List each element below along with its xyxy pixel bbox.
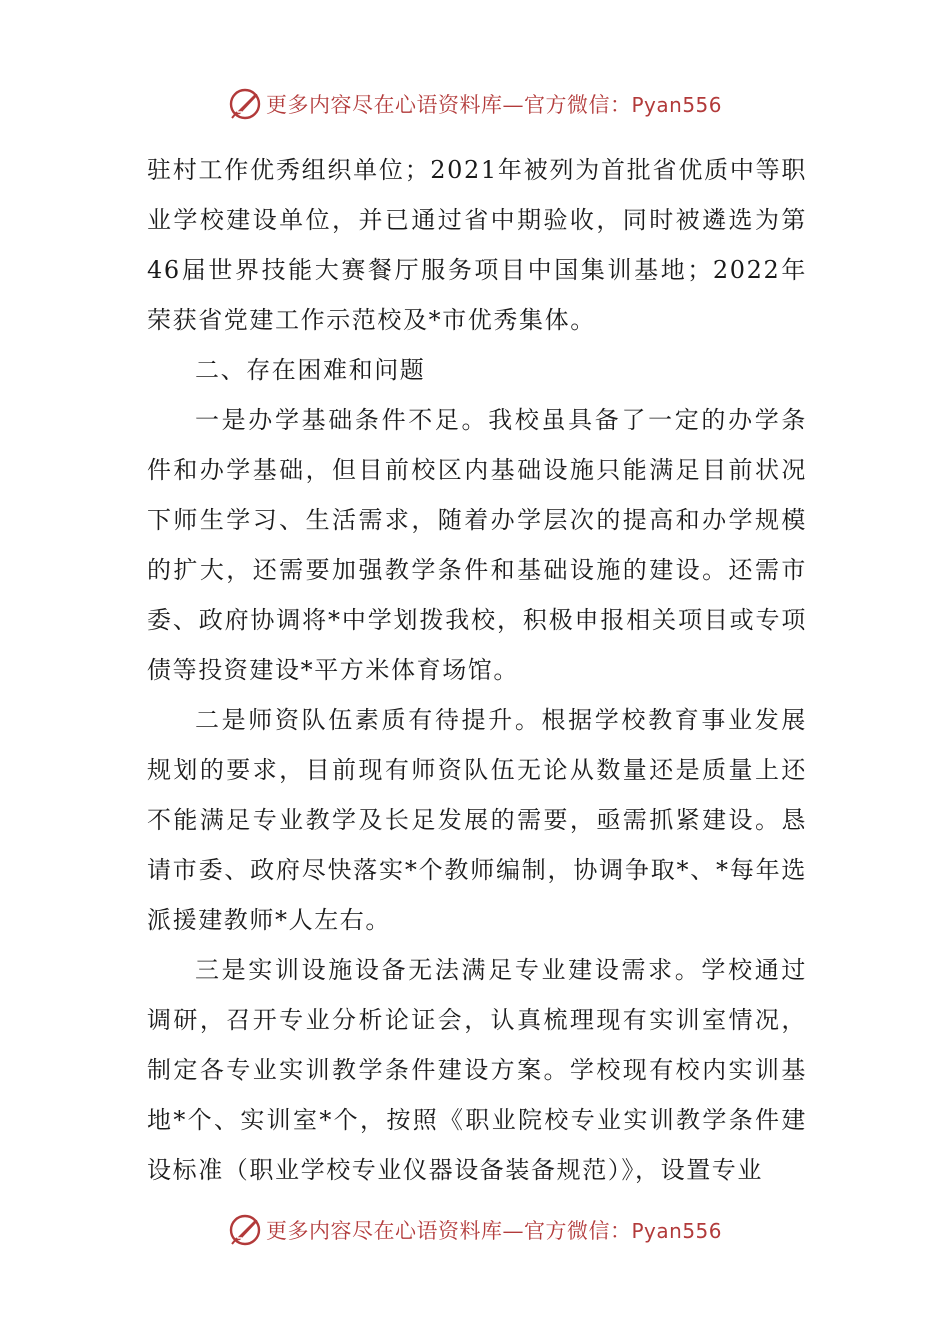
banner-main-text: 更多内容尽在心语资料库—官方微信：: [265, 1219, 632, 1243]
banner-text: [266, 1215, 722, 1245]
document-body: [147, 145, 807, 1195]
paragraph: 二是师资队伍素质有待提升。根据学校教育事业发展规划的要求，目前现有师资队伍无论从数量还是质量上还不能满足专业教学及长足发展的需要，亟需抓紧建设。恳请市委、政府尽快落实*个教师编制，协调争取*、*每年选派援建教师*人左右。: [147, 706, 807, 934]
banner-text: [266, 89, 722, 119]
wechat-id: Pyan556: [631, 1219, 722, 1243]
section-heading: 二、存在困难和问题: [195, 356, 426, 384]
wechat-id: Pyan556: [631, 93, 722, 117]
banner-main-text: 更多内容尽在心语资料库—官方微信：: [265, 93, 632, 117]
paragraph: 三是实训设施设备无法满足专业建设需求。学校通过调研，召开专业分析论证会，认真梳理现有实训室情况，制定各专业实训教学条件建设方案。学校现有校内实训基地*个、实训室*个，按照《职业院校专业实训教学条件建设标准（职业学校专业仪器设备装备规范）》，设置专业: [147, 956, 807, 1184]
paragraph-continuation: 驻村工作优秀组织单位；2021年被列为首批省优质中等职业学校建设单位，并已通过省中期验收，同时被遴选为第46届世界技能大赛餐厅服务项目中国集训基地；2022年荣获省党建工作示范校及*市优秀集体。: [147, 156, 807, 334]
footer-banner: [0, 1208, 950, 1252]
quill-pen-logo-icon: [228, 1213, 262, 1247]
header-banner: [0, 82, 950, 126]
quill-pen-logo-icon: [228, 87, 262, 121]
paragraph: 一是办学基础条件不足。我校虽具备了一定的办学条件和办学基础，但目前校区内基础设施只能满足目前状况下师生学习、生活需求，随着办学层次的提高和办学规模的扩大，还需要加强教学条件和基础设施的建设。还需市委、政府协调将*中学划拨我校，积极申报相关项目或专项债等投资建设*平方米体育场馆。: [147, 406, 807, 684]
